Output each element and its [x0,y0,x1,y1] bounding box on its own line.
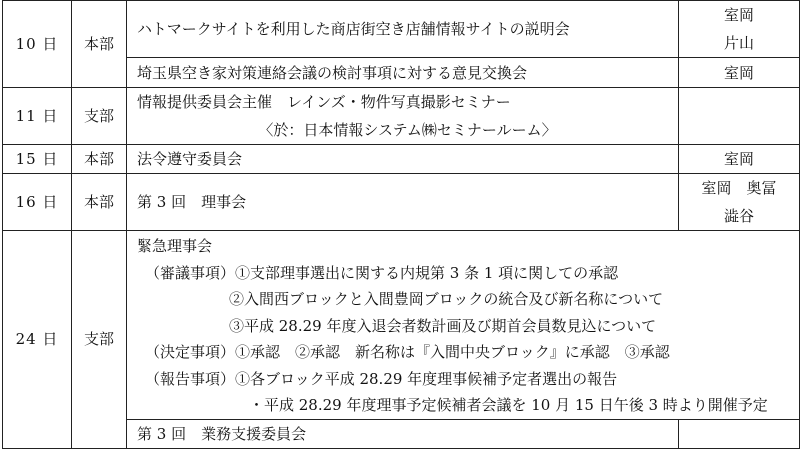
content-cell [127,174,679,231]
staff-cell [679,145,800,174]
table-row [3,1,800,58]
schedule-table [2,0,800,449]
day-cell: 16 日 [3,174,72,231]
event-title: 第 3 回 理事会 [137,193,247,211]
event-title: 法令遵守委員会 [137,150,243,168]
venue-note: 〈於：日本情報システム㈱セミナールーム〉 [258,121,557,139]
agenda-line: （報告事項）①各ブロック平成 28.29 年度理事候補予定者選出の報告 [145,369,618,388]
event-title: 情報提供委員会主催 レインズ・物件写真撮影セミナー [137,93,511,111]
day-cell: 10 日 [3,1,72,88]
dept-cell: 本部 [72,174,127,231]
dept-cell: 本部 [72,145,127,174]
day-cell: 24 日 [3,231,72,449]
dept-cell: 支部 [72,88,127,145]
staff-name: 室岡 奥冨 [701,179,777,197]
dept-cell: 支部 [72,231,127,449]
agenda-line: ②入間西ブロックと入間豊岡ブロックの統合及び新名称について [229,290,664,308]
meeting-title: 緊急理事会 [137,237,213,255]
staff-cell [679,419,800,448]
content-cell [127,58,679,88]
content-cell [127,88,679,145]
staff-name: 片山 [723,34,754,52]
event-title: 第 3 回 業務支援委員会 [137,424,307,443]
table-row [3,145,800,174]
staff-cell [679,58,800,88]
staff-name: 室岡 [723,6,754,24]
staff-cell [679,1,800,58]
dept-cell: 本部 [72,1,127,88]
staff-name: 室岡 [723,63,754,82]
day-cell: 11 日 [3,88,72,145]
staff-cell [679,174,800,231]
content-cell [127,145,679,174]
content-cell [127,231,800,420]
content-cell [127,419,679,448]
staff-name: 澁谷 [723,207,754,225]
content-cell [127,1,679,58]
day-cell: 15 日 [3,145,72,174]
agenda-line: （決定事項）①承認 ②承認 新名称は『入間中央ブロック』に承認 ③承認 [145,343,670,361]
staff-name: 室岡 [723,150,754,168]
agenda-line: ・平成 28.29 年度理事予定候補者会議を 10 月 15 日午後 3 時より開催予定 [249,396,768,414]
staff-cell [679,88,800,145]
event-title: 埼玉県空き家対策連絡会議の検討事項に対する意見交換会 [137,63,528,82]
table-row [3,174,800,231]
table-row [3,88,800,145]
agenda-line: （審議事項）①支部理事選出に関する内規第 3 条 1 項に関しての承認 [145,263,619,282]
table-row [3,231,800,420]
agenda-line: ③平成 28.29 年度入退会者数計画及び期首会員数見込について [229,316,657,335]
event-title: ハトマークサイトを利用した商店街空き店舗情報サイトの説明会 [137,20,570,38]
